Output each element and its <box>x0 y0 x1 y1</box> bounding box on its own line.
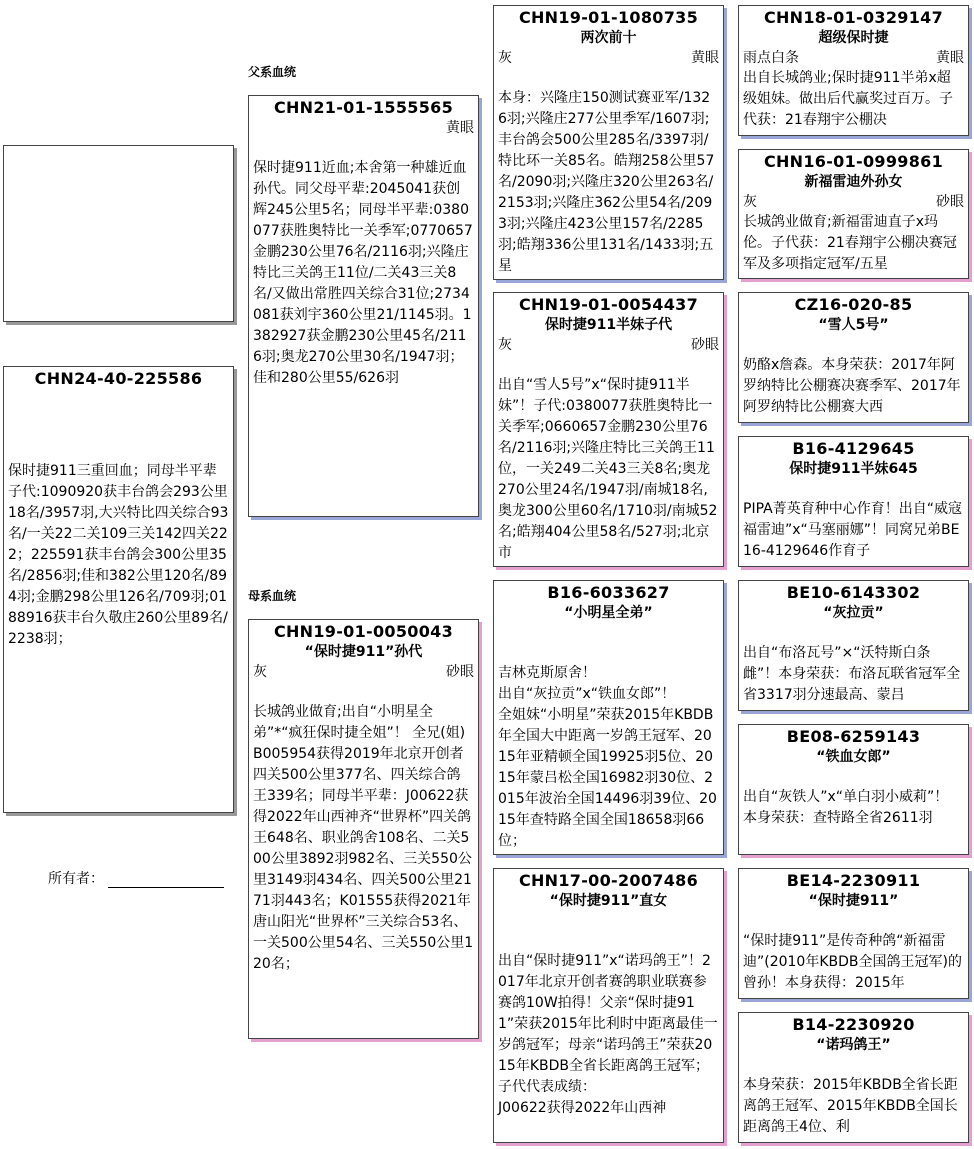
sire-description: 保时捷911近血;本舍第一种雄近血孙代。同父母平辈:2045041获创辉245公里5名；同母半平辈:0380077获胜奥特比一关季军;0770657金鹏230公里76名/2116羽;兴隆庄特比三关鸽王11位/二关43三关8名/又做出常胜四关综合31位;2734081获刘宇360公里21/1145羽。1382927获金鹏230公里45名/2116羽;奥龙270公里30名/1947羽；佳和280公里55/626羽 <box>253 160 473 386</box>
sire-dam-ring-number: CHN19-01-0054437 <box>518 295 699 314</box>
dam-name: “保时捷911”孙代 <box>304 644 423 660</box>
sss-description: 出自长城鸽业;保时捷911半弟x超级姐妹。做出后代赢奖过百万。子代获：21春翔宇公棚决 <box>743 70 953 128</box>
dds-description: “保时捷911”是传奇种鸽“新福雷迪”(2010年KBDB全国鸽王冠军)的曾孙！本身获得：2015年 <box>743 933 962 991</box>
dam-dam-dam-card <box>738 1012 969 1143</box>
dam-sire-card <box>493 580 724 855</box>
sds-name: “雪人5号” <box>818 317 889 333</box>
sss-eye: 黄眼 <box>936 50 964 66</box>
dam-sire-sire-card <box>738 580 969 711</box>
ssd-name: 新福雷迪外孙女 <box>804 174 903 190</box>
sire-ring-number: CHN21-01-1555565 <box>273 98 454 117</box>
sire-dam-sire-card <box>738 292 969 423</box>
ssd-eye: 砂眼 <box>936 194 964 210</box>
dam-description: 长城鸽业做育;出自“小明星全弟”*“疯狂保时捷全姐”！ 全兄(姐)B005954获得2019年北京开创者四关500公里377名、四关综合鸽王339名；同母半平辈：J00622获得2022年山西神齐“世界杯”四关鸽王648名、职业鸽舍108名、二关500公里3892羽982名、三关550公里3149羽434名、四关500公里2171羽443名；K01555获得2021年唐山阳光“世界杯”三关综合53名、一关500公里54名、三关550公里120名； <box>253 704 474 972</box>
dam-color: 灰 <box>253 664 267 680</box>
owner-signature-line <box>108 873 224 888</box>
sire-sire-sire-card <box>738 5 969 136</box>
ddd-description: 本身荣获：2015年KBDB全省长距离鸽王冠军、2015年KBDB全国长距离鸽王4位、利 <box>743 1077 958 1135</box>
sire-eye: 黄眼 <box>446 120 474 136</box>
dam-card <box>248 619 479 1039</box>
sire-dam-name: 保时捷911半妹子代 <box>544 317 673 333</box>
sds-ring-number: CZ16-020-85 <box>794 295 913 314</box>
sss-color: 雨点白条 <box>743 50 799 66</box>
sdd-name: 保时捷911半妹645 <box>789 461 918 477</box>
dsd-ring-number: BE08-6259143 <box>786 727 921 746</box>
sire-line-label: 父系血统 <box>248 65 297 79</box>
ssd-ring-number: CHN16-01-0999861 <box>763 152 944 171</box>
dss-name: “灰拉贡” <box>823 605 884 621</box>
sds-description: 奶酪x詹森。本身荣获：2017年阿罗纳特比公棚赛决赛季军、2017年阿罗纳特比公棚赛大西 <box>743 357 961 415</box>
dam-line-label: 母系血统 <box>248 589 297 603</box>
owner-label: 所有者： <box>48 871 104 887</box>
sire-sire-color: 灰 <box>498 50 512 66</box>
ssd-color: 灰 <box>743 194 757 210</box>
owner-field <box>48 868 224 888</box>
sss-ring-number: CHN18-01-0329147 <box>763 8 944 27</box>
dam-sire-ring-number: B16-6033627 <box>547 583 670 602</box>
sire-dam-card <box>493 292 724 567</box>
subject-description: 保时捷911三重回血；同母半平辈子代:1090920获丰台鸽会293公里18名/3957羽,大兴特比四关综合93名/一关22二关109三关142四关222；225591获丰台鸽会300公里35名/2856羽;佳和382公里120名/894羽;金鹏298公里126名/709羽;0188916获丰台久敬庄260公里89名/2238羽； <box>8 463 229 647</box>
sire-card <box>248 95 479 517</box>
dds-ring-number: BE14-2230911 <box>786 871 921 890</box>
sire-sire-eye: 黄眼 <box>691 50 719 66</box>
sire-sire-ring-number: CHN19-01-1080735 <box>518 8 699 27</box>
dam-sire-description: 吉林克斯原舍！ 出自“灰拉贡”x“铁血女郎”！ 全姐妹“小明星”荣获2015年KBDB年全国大中距离一岁鸽王冠军、2015年亚精顿全国19925羽5位、2015年蒙吕松全国16982羽30位、2015年波治全国14496羽39位、2015年查特路全国全国18658羽66位； <box>498 665 717 849</box>
sire-sire-card <box>493 5 724 280</box>
dsd-description: 出自“灰铁人”x“单白羽小威莉”！ 本身荣获：查特路全省2611羽 <box>743 789 949 826</box>
sire-dam-description: 出自“雪人5号”x“保时捷911半妹”！子代:0380077获胜奥特比一关季军;0660657金鹏230公里76名/2116羽;兴隆庄特比三关鸽王11位，一关249二关43三关8名;奥龙270公里24名/1947羽/南城18名,奥龙300公里60名/1710羽/南城52名;皓翔404公里58名/527羽;北京市 <box>498 377 718 561</box>
dss-description: 出自“布洛瓦号”×“沃特斯白条雌”！本身荣获：布洛瓦联省冠军全省3317羽分速最高、蒙吕 <box>743 645 961 703</box>
dam-dam-sire-card <box>738 868 969 999</box>
sdd-description: PIPA菁英育种中心作育！出自“威寇福雷迪”x“马塞丽娜”！同窝兄弟BE16-4129646作育子 <box>743 501 962 559</box>
dsd-name: “铁血女郎” <box>816 749 891 765</box>
subject-ring-number: CHN24-40-225586 <box>34 369 203 388</box>
ssd-description: 长城鸽业做育;新福雷迪直子x玛伦。子代获：21春翔宇公棚决赛冠军及多项指定冠军/五星 <box>743 214 957 272</box>
dam-sire-dam-card <box>738 724 969 855</box>
sire-sire-name: 两次前十 <box>580 30 637 46</box>
sire-dam-dam-card <box>738 436 969 567</box>
sire-dam-color: 灰 <box>498 337 512 353</box>
dss-ring-number: BE10-6143302 <box>786 583 921 602</box>
sire-sire-dam-card <box>738 149 969 279</box>
dam-dam-card <box>493 868 724 1143</box>
dam-dam-ring-number: CHN17-00-2007486 <box>518 871 699 890</box>
dam-dam-description: 出自“保时捷911”x“诺玛鸽王”！2017年北京开创者赛鸽职业联赛参赛鸽10W拍得！父亲“保时捷911”荣获2015年比利时中距离最佳一岁鸽冠军；母亲“诺玛鸽王”荣获2015年KBDB全省长距离鸽王冠军； 子代代表成绩： J00622获得2022年山西神 <box>498 953 718 1116</box>
sss-name: 超级保时捷 <box>818 30 889 46</box>
dds-name: “保时捷911” <box>808 893 899 909</box>
sire-dam-eye: 砂眼 <box>691 337 719 353</box>
dam-ring-number: CHN19-01-0050043 <box>273 622 454 641</box>
sire-sire-description: 本身：兴隆庄150测试赛亚军/1326羽;兴隆庄277公里季军/1607羽;丰台鸽会500公里285名/3397羽/特比环一关85名。皓翔258公里57名/2090羽;兴隆庄320公里263名/2153羽;兴隆庄362公里54名/2093羽;兴隆庄423公里157名/2285羽;皓翔336公里131名/1433羽;五星 <box>498 90 715 274</box>
subject-card <box>3 366 234 813</box>
pigeon-photo-frame <box>3 145 234 322</box>
sdd-ring-number: B16-4129645 <box>792 439 915 458</box>
ddd-name: “诺玛鸽王” <box>816 1037 891 1053</box>
ddd-ring-number: B14-2230920 <box>792 1015 915 1034</box>
dam-sire-name: “小明星全弟” <box>564 605 653 621</box>
dam-dam-name: “保时捷911”直女 <box>549 893 668 909</box>
dam-eye: 砂眼 <box>446 664 474 680</box>
